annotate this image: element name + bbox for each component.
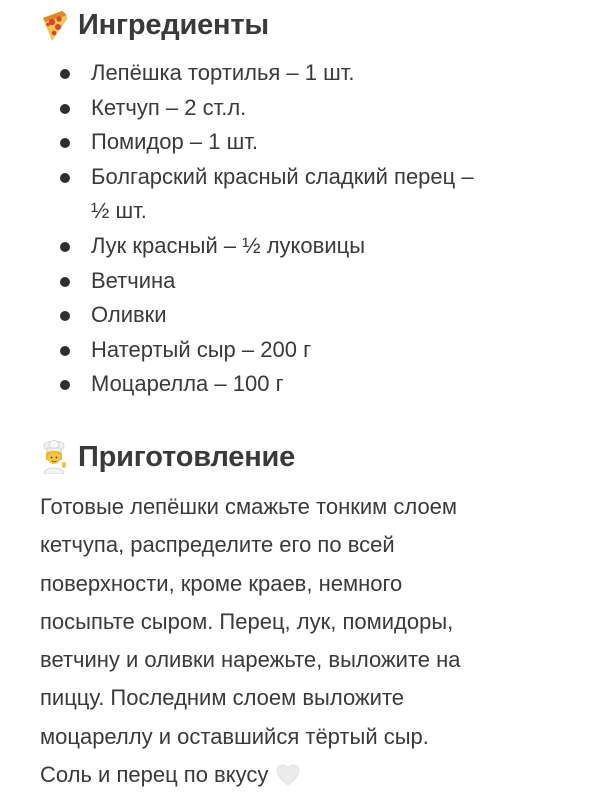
bullet-icon: [60, 69, 70, 79]
ingredients-title: Ингредиенты: [78, 8, 269, 41]
list-item: Натертый сыр – 200 г: [58, 333, 561, 368]
bullet-icon: [60, 380, 70, 390]
ingredients-list: [58, 56, 561, 402]
chef-icon: [40, 440, 70, 474]
last-line: Соль и перец по вкусу: [40, 756, 560, 798]
list-item: Помидор – 1 шт.: [58, 125, 561, 160]
white-heart-icon: [276, 760, 300, 798]
list-item: Кетчуп – 2 ст.л.: [58, 91, 561, 126]
bullet-icon: [60, 346, 70, 356]
bullet-icon: [60, 277, 70, 287]
bullet-icon: [60, 311, 70, 321]
cooking-instructions: Готовые лепёшки смажьте тонким слоем кетчупа, распределите его по всей поверхности, кроме краев, немного посыпьте сыром. Перец, лук, помидоры, ветчину и оливки нарежьте, выложите на пиццу. Последним слоем выложите моцареллу и оставшийся тёртый сыр. Соль и перец по вкусу: [40, 488, 560, 798]
cooking-heading: [40, 440, 295, 474]
bullet-icon: [60, 242, 70, 252]
list-item: Лепёшка тортилья – 1 шт.: [58, 56, 561, 91]
list-item: Болгарский красный сладкий перец – ½ шт.: [58, 160, 561, 229]
list-item: Оливки: [58, 298, 561, 333]
cooking-title: Приготовление: [78, 440, 296, 473]
bullet-icon: [60, 104, 70, 114]
list-item: Лук красный – ½ луковицы: [58, 229, 561, 264]
list-item: Моцарелла – 100 г: [58, 367, 561, 402]
bullet-icon: [60, 173, 70, 183]
ingredients-heading: [40, 8, 269, 42]
pizza-slice-icon: [40, 8, 70, 42]
bullet-icon: [60, 138, 70, 148]
list-item: Ветчина: [58, 264, 561, 299]
